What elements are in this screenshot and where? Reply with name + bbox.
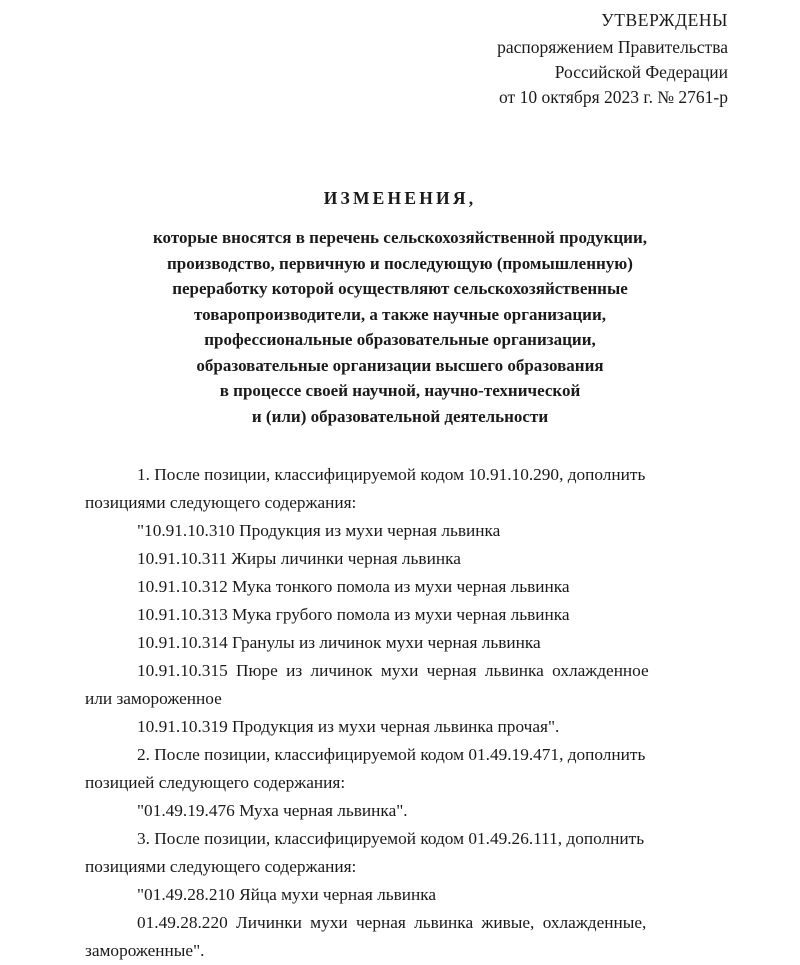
body-line: позициями следующего содержания:	[85, 493, 357, 512]
body-line: 01.49.28.220 Личинки мухи черная львинка живые, охлажденные,	[137, 913, 647, 932]
approval-line-1: распоряжением Правительства	[497, 37, 728, 57]
approval-line-3: от 10 октября 2023 г. № 2761-р	[499, 87, 728, 107]
document-title: ИЗМЕНЕНИЯ,	[323, 188, 477, 208]
heading-block	[0, 188, 800, 429]
subtitle-line: которые вносятся в перечень сельскохозяйственной продукции,	[152, 228, 648, 247]
body-line: позициями следующего содержания:	[85, 857, 357, 876]
body-line: "01.49.28.210 Яйца мухи черная львинка	[137, 885, 437, 904]
body-line: позицией следующего содержания:	[85, 773, 346, 792]
body-line: 10.91.10.314 Гранулы из личинок мухи черная львинка	[137, 633, 541, 652]
subtitle-line: образовательные организации высшего образования	[196, 355, 604, 375]
body-line: 10.91.10.313 Мука грубого помола из мухи черная львинка	[137, 605, 570, 624]
body-line: 1. После позиции, классифицируемой кодом 10.91.10.290, дополнить	[137, 465, 646, 484]
body-line: 10.91.10.311 Жиры личинки черная львинка	[137, 549, 461, 568]
subtitle-line: профессиональные образовательные организации,	[204, 330, 596, 349]
body-line: 10.91.10.319 Продукция из мухи черная львинка прочая".	[137, 717, 560, 736]
body-line: или замороженное	[85, 689, 222, 708]
document-page	[0, 8, 800, 960]
approval-title: УТВЕРЖДЕНЫ	[601, 10, 728, 30]
approval-block	[0, 8, 800, 110]
approval-line-2: Российской Федерации	[554, 62, 728, 82]
body-line: "10.91.10.310 Продукция из мухи черная львинка	[137, 521, 501, 540]
body-line: 10.91.10.312 Мука тонкого помола из мухи черная львинка	[137, 577, 570, 596]
body-line: замороженные".	[85, 941, 205, 960]
document-subtitle	[0, 225, 800, 429]
body-line: 10.91.10.315 Пюре из личинок мухи черная львинка охлажденное	[137, 661, 649, 680]
subtitle-line: и (или) образовательной деятельности	[251, 406, 549, 426]
subtitle-line: в процессе своей научной, научно-технической	[219, 381, 581, 400]
subtitle-line: производство, первичную и последующую (промышленную)	[167, 253, 633, 273]
subtitle-line: переработку которой осуществляют сельскохозяйственные	[172, 279, 628, 298]
body-line: 3. После позиции, классифицируемой кодом 01.49.26.111, дополнить	[137, 829, 645, 848]
subtitle-line: товаропроизводители, а также научные организации,	[193, 304, 607, 324]
body-line: "01.49.19.476 Муха черная львинка".	[137, 801, 408, 820]
document-body	[0, 461, 800, 965]
body-line: 2. После позиции, классифицируемой кодом 01.49.19.471, дополнить	[137, 745, 646, 764]
